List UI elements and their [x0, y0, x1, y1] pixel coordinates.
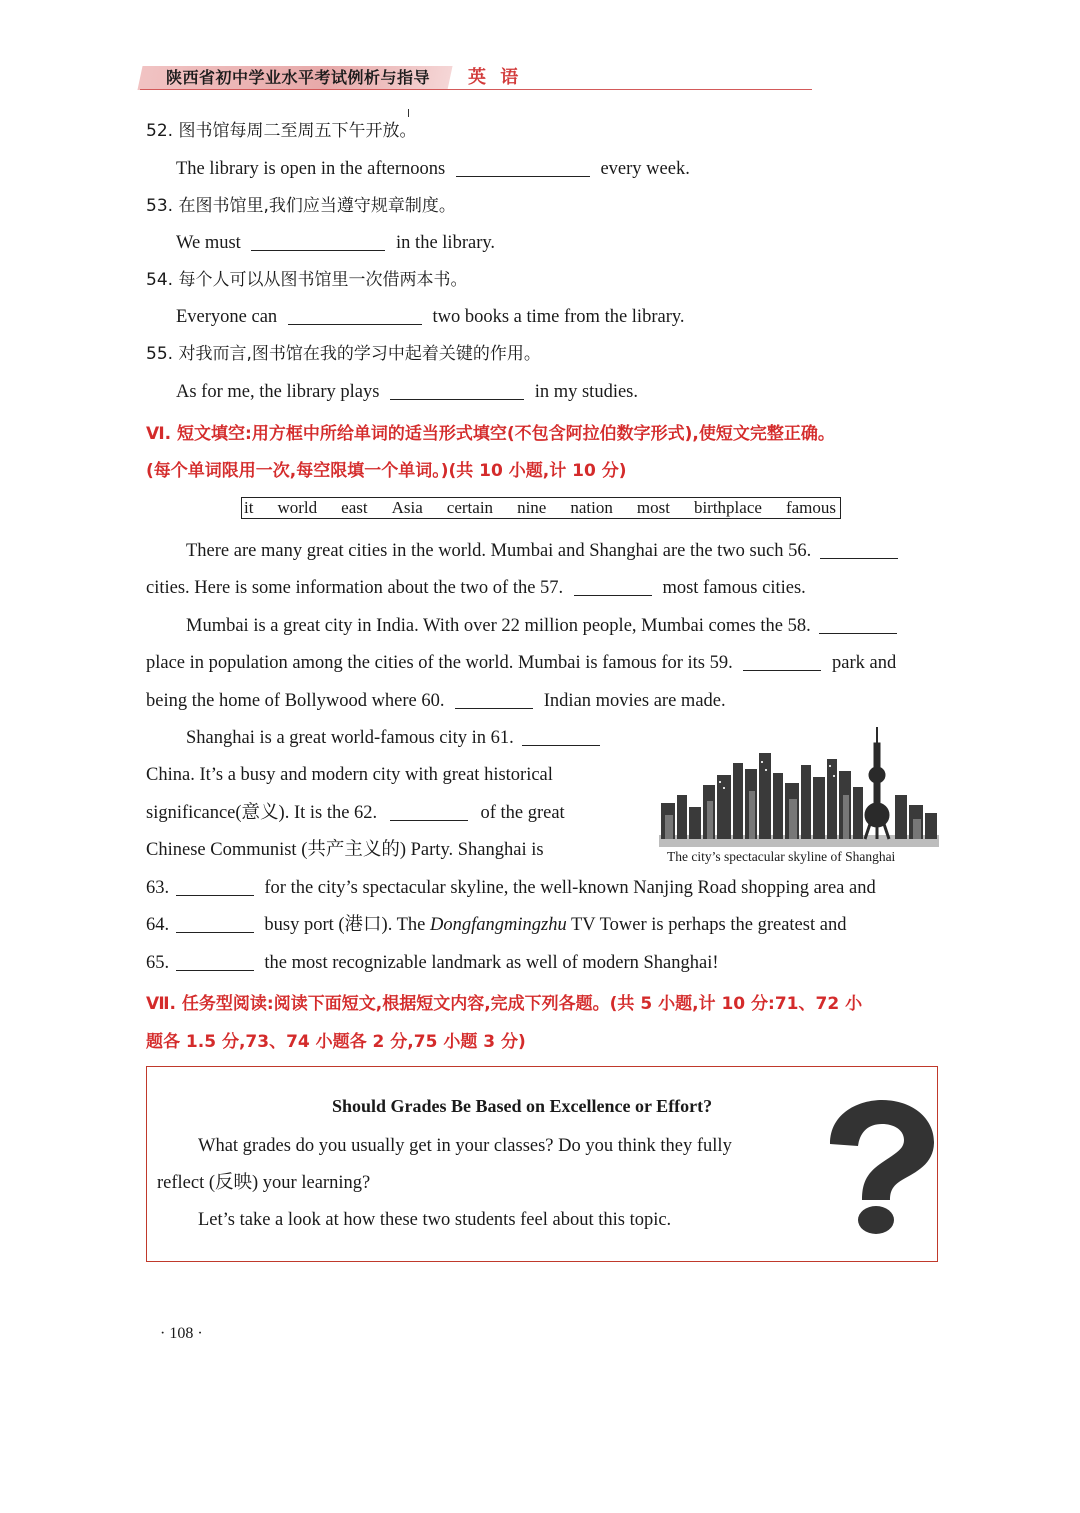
q53-text-after: in the library.	[396, 233, 496, 253]
q54-blank[interactable]	[288, 306, 422, 325]
question-53-en	[176, 231, 495, 255]
word-bank-item: nation	[570, 498, 613, 517]
passage-title: Should Grades Be Based on Excellence or Effort?	[332, 1096, 713, 1116]
blank-60[interactable]	[455, 690, 533, 709]
question-54-en	[176, 305, 685, 329]
passage-line	[146, 876, 876, 900]
passage-line	[146, 651, 896, 675]
passage-text: cities. Here is some information about the two of the 57.	[146, 578, 564, 598]
blank-56[interactable]	[820, 540, 898, 559]
q55-text-before: As for me, the library plays	[176, 382, 380, 402]
passage-line: China. It’s a busy and modern city with great historical	[146, 765, 553, 785]
page-number: · 108 ·	[160, 1325, 203, 1342]
passage-text: busy port (港口). The	[264, 915, 426, 935]
section6-instruction-1: Ⅵ. 短文填空:用方框中所给单词的适当形式填空(不包含阿拉伯数字形式),使短文完整正确。	[146, 424, 835, 444]
passage-text: 64.	[146, 915, 170, 935]
question-54-cn: 54. 每个人可以从图书馆里一次借两本书。	[146, 270, 468, 290]
passage-text: park and	[832, 653, 897, 673]
word-bank-item: Asia	[391, 498, 423, 517]
header-divider	[140, 89, 812, 90]
passage-text: TV Tower is perhaps the greatest and	[571, 915, 847, 935]
q54-text-after: two books a time from the library.	[432, 307, 685, 327]
word-bank-item: it	[244, 498, 254, 517]
passage-text: 65.	[146, 953, 170, 973]
passage-text: There are many great cities in the world. Mumbai and Shanghai are the two such 56.	[186, 541, 812, 561]
passage-line	[146, 913, 846, 937]
passage-line: Let’s take a look at how these two students feel about this topic.	[198, 1210, 672, 1230]
q54-text-before: Everyone can	[176, 307, 278, 327]
passage-text: Indian movies are made.	[543, 691, 726, 711]
blank-59[interactable]	[743, 652, 821, 671]
blank-61[interactable]	[522, 727, 600, 746]
passage-text: 63.	[146, 878, 170, 898]
passage-line	[146, 801, 565, 825]
word-bank-item: birthplace	[693, 498, 762, 517]
book-title: 陕西省初中学业水平考试例析与指导	[166, 68, 431, 87]
question-52-en	[176, 157, 690, 181]
passage-line: Chinese Communist (共产主义的) Party. Shanghai is	[146, 840, 544, 860]
q52-text-after: every week.	[600, 159, 690, 179]
passage-line	[146, 951, 719, 975]
section6-instruction-2: (每个单词限用一次,每空限填一个单词。)(共 10 小题,计 10 分)	[146, 461, 627, 481]
passage-text-italic: Dongfangmingzhu	[430, 915, 567, 935]
passage-line: reflect (反映) your learning?	[157, 1173, 371, 1193]
word-bank-item: world	[277, 498, 318, 517]
section7-instruction-1: Ⅶ. 任务型阅读:阅读下面短文,根据短文内容,完成下列各题。(共 5 小题,计 10 分:71、72 小	[146, 994, 863, 1014]
q55-text-after: in my studies.	[534, 382, 638, 402]
image-caption: The city’s spectacular skyline of Shanghai	[667, 849, 896, 864]
mark-tick	[408, 109, 409, 117]
passage-text: most famous cities.	[662, 578, 806, 598]
passage-text: significance(意义). It is the 62.	[146, 803, 378, 823]
blank-64[interactable]	[176, 914, 254, 933]
q55-blank[interactable]	[390, 381, 524, 400]
word-bank-item: east	[341, 498, 368, 517]
question-52-cn: 52. 图书馆每周二至周五下午开放。	[146, 121, 417, 141]
question-53-cn: 53. 在图书馆里,我们应当遵守规章制度。	[146, 196, 456, 216]
passage-text: place in population among the cities of the world. Mumbai is famous for its 59.	[146, 653, 733, 673]
word-bank-item: most	[636, 498, 670, 517]
passage-line	[146, 689, 726, 713]
word-bank	[241, 497, 841, 519]
q52-text-before: The library is open in the afternoons	[176, 159, 446, 179]
blank-57[interactable]	[574, 577, 652, 596]
passage-text: the most recognizable landmark as well of modern Shanghai!	[264, 953, 719, 973]
section7-instruction-2: 题各 1.5 分,73、74 小题各 2 分,75 小题 3 分)	[146, 1032, 526, 1052]
q52-blank[interactable]	[456, 158, 590, 177]
word-bank-item: certain	[446, 498, 494, 517]
blank-62[interactable]	[390, 802, 468, 821]
passage-line	[186, 614, 897, 638]
passage-line	[186, 539, 898, 563]
q53-text-before: We must	[176, 233, 241, 253]
q53-blank[interactable]	[251, 232, 385, 251]
blank-65[interactable]	[176, 952, 254, 971]
subject-label: 英 语	[468, 67, 523, 88]
blank-58[interactable]	[819, 615, 897, 634]
shanghai-skyline-image	[659, 725, 939, 847]
word-bank-item: nine	[517, 498, 547, 517]
word-bank-item: famous	[785, 498, 836, 517]
passage-line	[146, 576, 806, 600]
question-mark-icon	[820, 1100, 936, 1236]
question-55-en	[176, 380, 638, 404]
blank-63[interactable]	[176, 877, 254, 896]
passage-text: of the great	[480, 803, 565, 823]
passage-line	[186, 726, 600, 750]
passage-text: for the city’s spectacular skyline, the well-known Nanjing Road shopping area and	[264, 878, 876, 898]
passage-text: Shanghai is a great world-famous city in 61.	[186, 728, 514, 748]
question-55-cn: 55. 对我而言,图书馆在我的学习中起着关键的作用。	[146, 344, 541, 364]
passage-text: being the home of Bollywood where 60.	[146, 691, 445, 711]
passage-line: What grades do you usually get in your classes? Do you think they fully	[198, 1136, 732, 1156]
passage-text: Mumbai is a great city in India. With over 22 million people, Mumbai comes the 58.	[186, 616, 811, 636]
